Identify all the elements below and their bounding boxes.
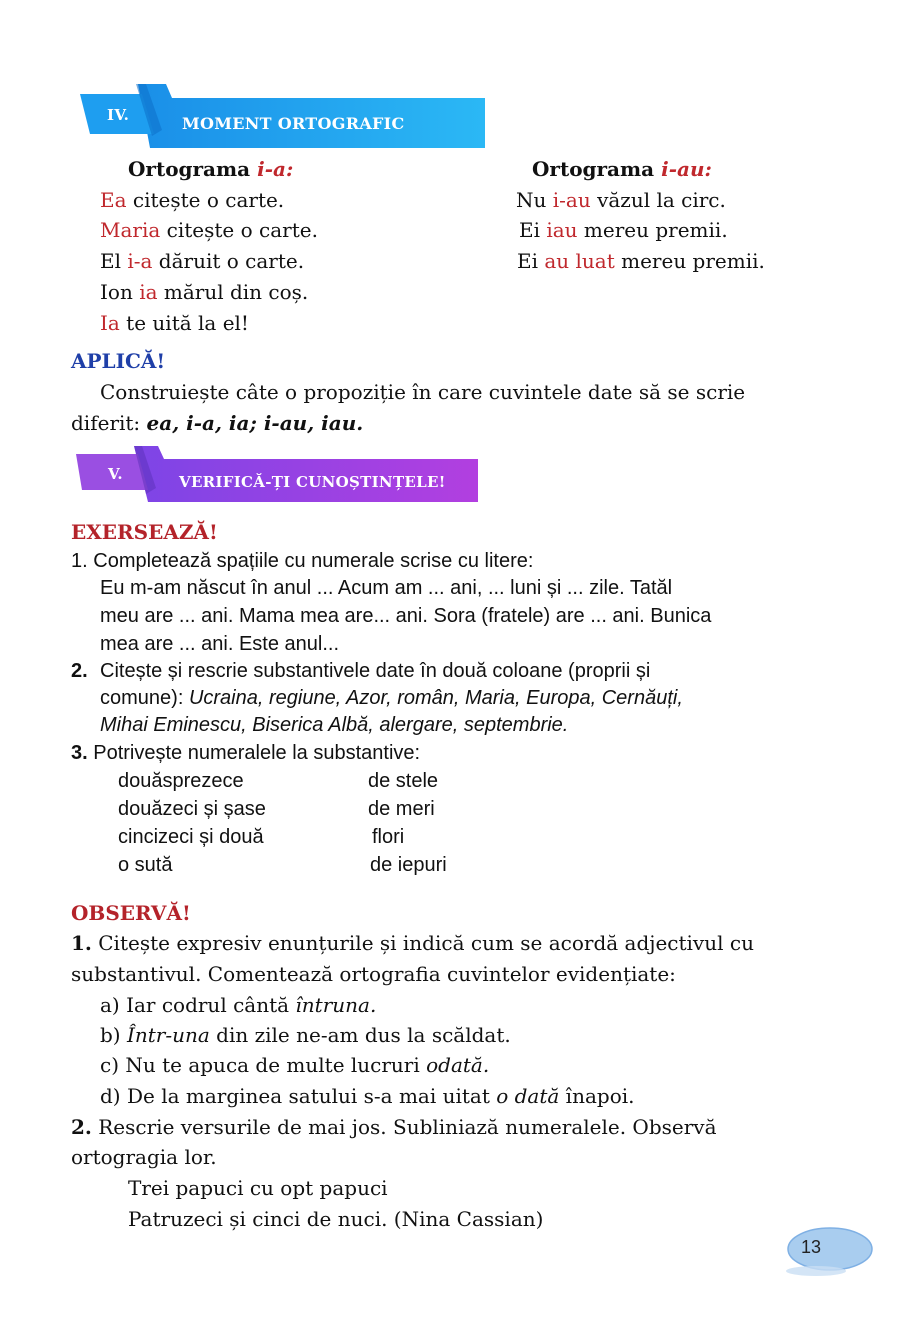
exercise-2-line-1: Citește și rescrie substantivele date în două coloane (proprii și [100,660,651,682]
noun-3: flori [372,826,405,848]
observe-1-item-c: c) Nu te apuca de multe lucruri odată. [100,1053,490,1077]
aplica-words: ea, i-a, ia; i-au, iau. [146,411,364,435]
section-v-banner [76,446,480,504]
ortograma-iau-heading: Ortograma i-au: [532,157,712,181]
exercise-1-line-1: Eu m-am născut în anul ... Acum am ... ani, ... luni și ... zile. Tatăl [100,577,673,599]
observe-2-line-2: ortogragia lor. [71,1145,217,1169]
exerseaza-heading: EXERSEAZĂ! [71,520,218,544]
observe-1-line-2: substantivul. Comentează ortografia cuvintelor evidențiate: [71,962,676,986]
section-v-roman: V. [108,465,123,483]
noun-2: de meri [368,798,435,820]
section-v-title: VERIFICĂ-ȚI CUNOȘTINȚELE! [179,473,446,491]
numeral-4: o sută [118,854,173,876]
exercise-2-line-2: comune): Ucraina, regiune, Azor, român, Maria, Europa, Cernăuți, [100,687,683,709]
ortograma-iau-term: i-au: [661,157,712,181]
example-right-3: Ei au luat mereu premii. [517,249,765,273]
example-right-2: Ei iau mereu premii. [519,218,728,242]
observe-2-line-1: 2. Rescrie versurile de mai jos. Subliniază numeralele. Observă [71,1115,717,1139]
verse-2: Patruzeci și cinci de nuci. (Nina Cassian) [128,1207,544,1231]
exercise-2-number: 2. [71,660,88,682]
ortograma-ia-term: i-a: [257,157,294,181]
aplica-line-2: diferit: ea, i-a, ia; i-au, iau. [71,411,364,435]
example-left-5: Ia te uită la el! [100,311,249,335]
example-left-3: El i-a dăruit o carte. [100,249,305,273]
noun-4: de iepuri [370,854,447,876]
numeral-3: cincizeci și două [118,826,264,848]
page-number: 13 [801,1237,822,1257]
aplica-heading: APLICĂ! [71,349,166,373]
exercise-2-line-3: Mihai Eminescu, Biserica Albă, alergare, septembrie. [100,714,569,736]
page-badge-shape [776,1222,876,1282]
page-number-badge [776,1222,876,1282]
exercise-1-title: 1. Completează spațiile cu numerale scrise cu litere: [71,550,534,572]
noun-1: de stele [368,770,439,792]
numeral-1: douăsprezece [118,770,244,792]
numeral-2: douăzeci și șase [118,798,266,820]
observe-1-line-1: 1. Citește expresiv enunțurile și indică cum se acordă adjectivul cu [71,931,754,955]
verse-1: Trei papuci cu opt papuci [128,1176,388,1200]
example-left-1: Ea citește o carte. [100,188,285,212]
section-iv-roman: IV. [107,106,130,124]
ortograma-ia-heading: Ortograma i-a: [128,157,294,181]
exercise-1-line-3: mea are ... ani. Este anul... [100,633,340,655]
exercise-3-title: 3. Potrivește numeralele la substantive: [71,742,421,764]
observa-heading: OBSERVĂ! [71,901,191,925]
section-iv-banner [80,84,490,150]
example-right-1: Nu i-au văzul la circ. [516,188,726,212]
exercise-1-line-2: meu are ... ani. Mama mea are... ani. Sora (fratele) are ... ani. Bunica [100,605,712,627]
example-left-4: Ion ia mărul din coș. [100,280,309,304]
observe-1-item-b: b) Într-una din zile ne-am dus la scăldat. [100,1023,511,1047]
observe-1-item-a: a) Iar codrul cântă întruna. [100,993,377,1017]
aplica-line-1: Construiește câte o propoziție în care cuvintele date să se scrie [100,380,746,404]
section-iv-title: MOMENT ORTOGRAFIC [182,114,405,133]
example-left-2: Maria citește o carte. [100,218,318,242]
observe-1-item-d: d) De la marginea satului s-a mai uitat o dată înapoi. [100,1084,635,1108]
